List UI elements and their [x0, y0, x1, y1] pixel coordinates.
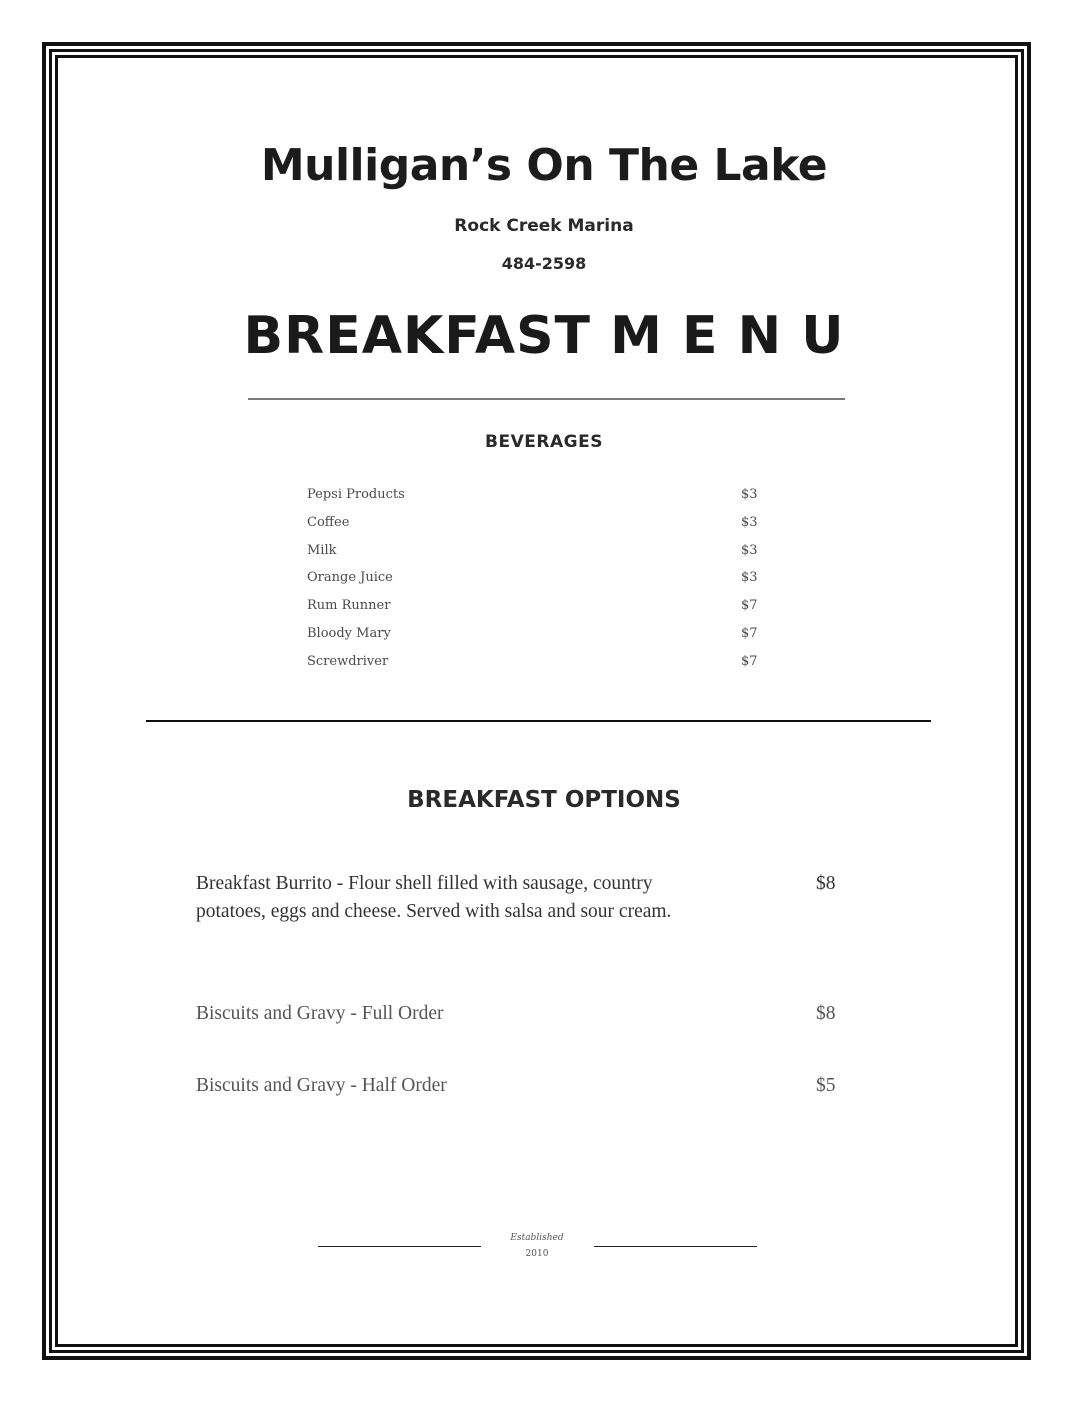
beverage-item — [307, 543, 767, 571]
menu-heading: BREAKFAST M E N U — [243, 306, 845, 366]
footer-line-right — [594, 1246, 757, 1247]
breakfast-item-description: Biscuits and Gravy - Half Order — [196, 1075, 447, 1096]
beverage-price: $3 — [741, 487, 758, 502]
beverage-name: Rum Runner — [307, 598, 391, 614]
established-year: 2010 — [525, 1249, 549, 1259]
breakfast-options-heading: BREAKFAST OPTIONS — [407, 787, 681, 813]
beverage-name: Orange Juice — [307, 570, 393, 586]
beverages-list — [307, 487, 767, 682]
beverage-name: Bloody Mary — [307, 625, 391, 641]
beverage-name: Milk — [307, 542, 337, 558]
beverage-price: $3 — [741, 514, 758, 530]
breakfast-item — [196, 1000, 846, 1030]
breakfast-item — [196, 1072, 846, 1102]
breakfast-item-price: $5 — [816, 1075, 836, 1096]
beverage-item — [307, 626, 767, 654]
breakfast-item — [196, 870, 846, 960]
beverage-price: $3 — [741, 570, 758, 586]
divider-black — [146, 720, 931, 722]
page-border-inner — [55, 55, 1018, 1347]
beverage-price: $7 — [741, 653, 758, 669]
beverage-price: $7 — [741, 625, 758, 641]
beverage-item — [307, 598, 767, 626]
beverage-price: $3 — [741, 542, 758, 558]
beverages-heading: BEVERAGES — [485, 432, 603, 452]
divider-gray — [248, 398, 845, 400]
restaurant-location: Rock Creek Marina — [454, 216, 634, 236]
beverage-item — [307, 487, 767, 515]
beverage-name: Coffee — [307, 514, 350, 530]
restaurant-phone: 484-2598 — [501, 254, 587, 273]
footer-line-left — [318, 1246, 481, 1247]
beverage-price: $7 — [741, 598, 758, 614]
established-label: Established — [510, 1233, 564, 1243]
beverage-item — [307, 515, 767, 543]
breakfast-item-price: $8 — [816, 1003, 836, 1024]
beverage-item — [307, 570, 767, 598]
beverage-item — [307, 654, 767, 682]
breakfast-item-description: Biscuits and Gravy - Full Order — [196, 1003, 444, 1024]
beverage-name: Screwdriver — [307, 653, 389, 669]
restaurant-title: Mulligan’s On The Lake — [260, 140, 828, 191]
breakfast-item-price: $8 — [816, 873, 836, 894]
breakfast-item-description: Breakfast Burrito - Flour shell filled with sausage, country potatoes, eggs and cheese. Served with salsa and sour cream. — [196, 873, 672, 922]
beverage-name: Pepsi Products — [307, 487, 405, 502]
